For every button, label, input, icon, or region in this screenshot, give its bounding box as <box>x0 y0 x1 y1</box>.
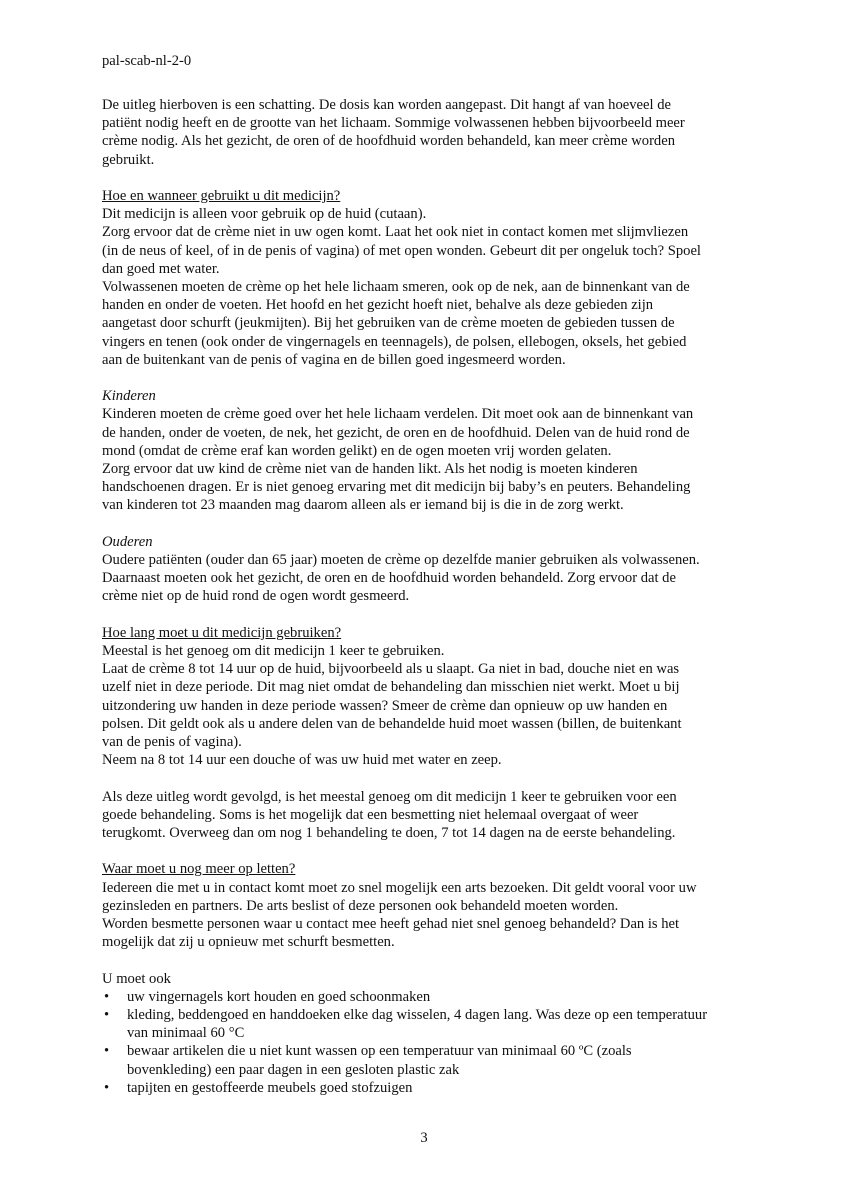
document-id: pal-scab-nl-2-0 <box>102 53 192 69</box>
text-line: uzelf niet in deze periode. Dit mag niet omdat de behandeling dan misschien niet werkt. Moet u bij <box>102 679 680 696</box>
section-duration <box>102 624 752 842</box>
intro-paragraph <box>102 96 752 169</box>
text-line: • kleding, beddengoed en handdoeken elke dag wisselen, 4 dagen lang. Was deze op een temperatuur <box>127 1007 708 1024</box>
text-line: aan de buitenkant van de penis of vagina en de billen goed ingesmeerd worden. <box>102 351 566 368</box>
text-line: Neem na 8 tot 14 uur een douche of was uw huid met water en zeep. <box>102 752 502 769</box>
text-line: van kinderen tot 23 maanden mag daarom alleen als er iemand bij is die in de zorg werkt. <box>102 497 624 514</box>
text-line: Daarnaast moeten ook het gezicht, de oren en de hoofdhuid worden behandeld. Zorg ervoor dat de <box>102 570 676 587</box>
text-line: Kinderen moeten de crème goed over het hele lichaam verdelen. Dit moet ook aan de binnenkant van <box>102 406 694 423</box>
text-line: polsen. Dit geldt ook als u andere delen van de behandelde huid moet wassen (billen, de buitenkant <box>102 715 682 732</box>
list-intro: U moet ook <box>102 970 171 987</box>
text-line: crème nodig. Als het gezicht, de oren of de hoofdhuid worden behandeld, kan meer crème worden <box>102 133 676 150</box>
section-heading: Kinderen <box>102 388 156 405</box>
text-line: • bewaar artikelen die u niet kunt wassen op een temperatuur van minimaal 60 ºC (zoals <box>127 1043 632 1060</box>
text-line: Worden besmette personen waar u contact mee heeft gehad niet snel genoeg behandeld? Dan is het <box>102 916 680 933</box>
bullet-list <box>102 988 752 1097</box>
section-elderly <box>102 533 752 606</box>
text-line: van minimaal 60 °C <box>127 1025 245 1042</box>
text-line: handen en onder de voeten. Het hoofd en het gezicht hoeft niet, behalve als deze gebieden zijn <box>102 297 654 314</box>
section-how-to-use <box>102 187 752 369</box>
text-line: bovenkleding) een paar dagen in een gesloten plastic zak <box>127 1061 460 1078</box>
text-line: van de penis of vagina). <box>102 734 242 751</box>
section-heading: Waar moet u nog meer op letten? <box>102 861 296 878</box>
text-line: De uitleg hierboven is een schatting. De dosis kan worden aangepast. Dit hangt af van hoeveel de <box>102 97 671 113</box>
text-line: terugkomt. Overweeg dan om nog 1 behandeling te doen, 7 tot 14 dagen na de eerste behandeling. <box>102 825 676 842</box>
text-line: uitzondering uw handen in deze periode wassen? Smeer de crème dan opnieuw op uw handen en <box>102 697 668 714</box>
text-line: mogelijk dat zij u opnieuw met schurft besmetten. <box>102 934 395 951</box>
page-body <box>102 96 752 1097</box>
text-line: mond (omdat de crème eraf kan worden gelikt) en de ogen moeten vrij worden gelaten. <box>102 442 612 459</box>
text-line: goede behandeling. Soms is het mogelijk dat een besmetting niet helemaal overgaat of weer <box>102 806 639 823</box>
page-number: 3 <box>420 1130 428 1146</box>
list-item <box>102 1042 752 1078</box>
text-line: crème niet op de huid rond de ogen wordt gesmeerd. <box>102 588 410 605</box>
text-line: aangetast door schurft (jeukmijten). Bij het gebruiken van de crème moeten de gebieden tussen de <box>102 315 675 332</box>
section-heading: Hoe lang moet u dit medicijn gebruiken? <box>102 624 342 641</box>
section-heading: Ouderen <box>102 533 153 550</box>
list-item <box>102 1079 752 1097</box>
text-line: Laat de crème 8 tot 14 uur op de huid, bijvoorbeeld als u slaapt. Ga niet in bad, douche niet en was <box>102 661 680 678</box>
text-line: Iedereen die met u in contact komt moet zo snel mogelijk een arts bezoeken. Dit geldt vooral voor uw <box>102 879 697 896</box>
text-line: handschoenen dragen. Er is niet genoeg ervaring met dit medicijn bij baby’s en peuters. Behandeling <box>102 479 691 496</box>
section-heading: Hoe en wanneer gebruikt u dit medicijn? <box>102 188 341 204</box>
text-line: patiënt nodig heeft en de grootte van het lichaam. Sommige volwassenen hebben bijvoorbeeld meer <box>102 115 685 132</box>
text-line: vingers en tenen (ook onder de vingernagels en teennagels), de polsen, ellebogen, oksels, het gebied <box>102 333 687 350</box>
text-line: • uw vingernagels kort houden en goed schoonmaken <box>127 988 431 1005</box>
list-item <box>102 988 752 1006</box>
text-line: dan goed met water. <box>102 260 220 277</box>
text-line: (in de neus of keel, of in de penis of vagina) of met open wonden. Gebeurt dit per ongeluk toch? Spoel <box>102 242 701 259</box>
text-line: Zorg ervoor dat de crème niet in uw ogen komt. Laat het ook niet in contact komen met slijmvliezen <box>102 224 689 241</box>
section-children <box>102 387 752 514</box>
text-line: Meestal is het genoeg om dit medicijn 1 keer te gebruiken. <box>102 643 445 660</box>
text-line: Als deze uitleg wordt gevolgd, is het meestal genoeg om dit medicijn 1 keer te gebruiken voor een <box>102 788 677 805</box>
text-line: gebruikt. <box>102 151 155 168</box>
text-line: Volwassenen moeten de crème op het hele lichaam smeren, ook op de nek, aan de binnenkant van de <box>102 279 690 296</box>
text-line: de handen, onder de voeten, de nek, het gezicht, de oren en de hoofdhuid. Delen van de huid rond de <box>102 424 690 441</box>
list-item <box>102 1006 752 1042</box>
text-line: gezinsleden en partners. De arts beslist of deze personen ook behandeld moeten worden. <box>102 897 619 914</box>
text-line: Zorg ervoor dat uw kind de crème niet van de handen likt. Als het nodig is moeten kinderen <box>102 461 638 478</box>
section-attention <box>102 860 752 1097</box>
text-line: Dit medicijn is alleen voor gebruik op de huid (cutaan). <box>102 206 427 223</box>
text-line: Oudere patiënten (ouder dan 65 jaar) moeten de crème op dezelfde manier gebruiken als volwassenen. <box>102 552 700 569</box>
text-line: • tapijten en gestoffeerde meubels goed stofzuigen <box>127 1079 413 1096</box>
